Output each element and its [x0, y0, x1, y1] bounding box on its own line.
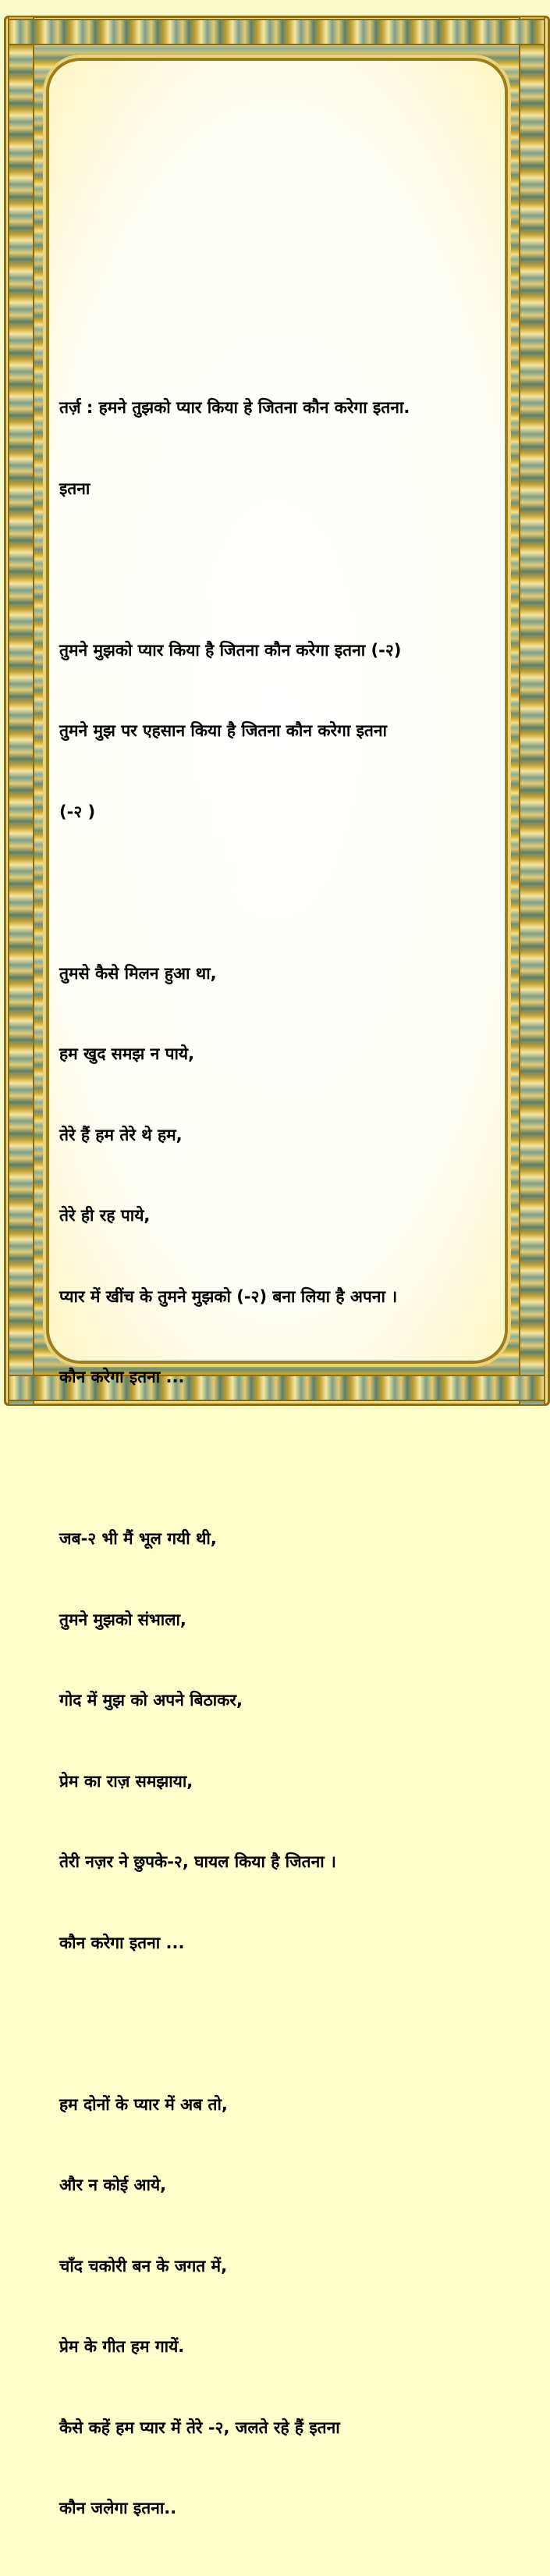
lyrics-line: [59, 2010, 496, 2037]
lyrics-line: इतना: [59, 479, 90, 498]
lyrics-line: कौन करेगा इतना ...: [59, 1933, 185, 1952]
right-border-ornament: [519, 16, 545, 1406]
lyrics-line: तेरी नज़र ने छुपके-२, घायल किया है जितना ।: [59, 1852, 337, 1871]
lyrics-line: [59, 879, 496, 906]
lyrics-line: कौन करेगा इतना ...: [59, 1368, 185, 1386]
lyrics-line: [59, 556, 496, 583]
lyrics-line: चाँद चकोरी बन के जगत में,: [59, 2256, 228, 2275]
lyrics-line: तुमने मुझको प्यार किया है जितना कौन करेगा इतना (-२): [59, 640, 402, 660]
lyrics-line: जब-२ भी मैं भूल गयी थी,: [59, 1529, 217, 1548]
lyrics-line: प्रेम का राज़ समझाया,: [59, 1771, 193, 1791]
lyrics-line: तेरे हैं हम तेरे थे हम,: [59, 1125, 183, 1144]
lyrics-line: (-२ ): [59, 802, 96, 821]
lyrics-line: हम दोनों के प्यार में अब तो,: [59, 2094, 228, 2114]
lyrics-line: तर्ज़ : हमने तुझको प्यार किया हे जितना कौन करेगा इतना.: [59, 398, 410, 417]
left-border-ornament: [8, 16, 34, 1406]
lyrics-line: प्यार में खींच के तुमने मुझको (-२) बना लिया है अपना ।: [59, 1286, 398, 1306]
lyrics-line: कौन जलेगा इतना..: [59, 2499, 177, 2517]
top-border-ornament: [8, 19, 545, 45]
lyrics-line: हम खुद समझ न पाये,: [59, 1044, 195, 1063]
lyrics-text: [59, 340, 496, 2576]
lyrics-line: तुमसे कैसे मिलन हुआ था,: [59, 963, 217, 983]
lyrics-line: [59, 1445, 496, 1472]
lyrics-line: कैसे कहें हम प्यार में तेरे -२, जलते रहे हैं इतना: [59, 2418, 340, 2437]
lyrics-line: गोद में मुझ को अपने बिठाकर,: [59, 1691, 243, 1710]
lyrics-line: तुमने मुझको संभाला,: [59, 1610, 186, 1629]
lyrics-line: प्रेम के गीत हम गायें.: [59, 2337, 185, 2356]
lyrics-line: और न कोई आये,: [59, 2176, 167, 2194]
lyrics-line: तुमने मुझ पर एहसान किया है जितना कौन करेगा इतना: [59, 721, 387, 740]
lyrics-line: तेरे ही रह पाये,: [59, 1206, 151, 1225]
